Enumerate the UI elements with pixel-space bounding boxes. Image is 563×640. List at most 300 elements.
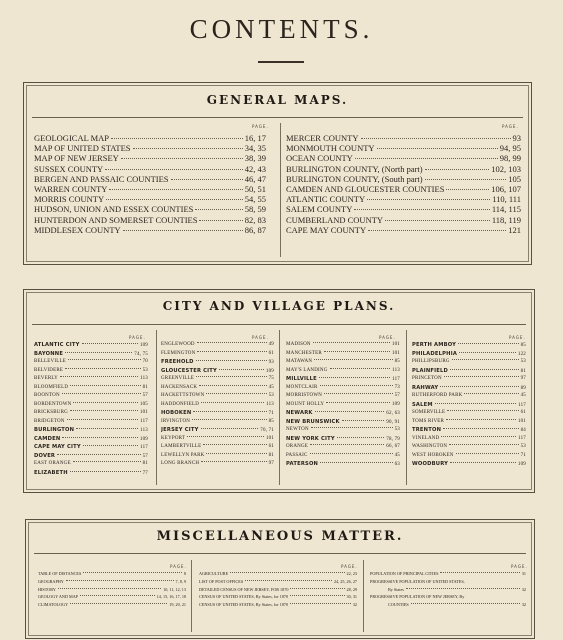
entry-page-number: 89 [520, 385, 526, 391]
contents-entry [34, 204, 266, 214]
leader-dots [199, 220, 242, 221]
contents-entry [34, 384, 148, 393]
entry-title: SOMERVILLE [412, 410, 446, 415]
contents-entry [412, 401, 526, 410]
contents-entry [34, 367, 148, 376]
contents-entry [34, 174, 266, 184]
entry-title: NEWARK [286, 410, 313, 416]
misc-divider-2 [363, 560, 364, 632]
entry-title: HUDSON, UNION AND ESSEX COUNTIES [34, 204, 194, 215]
contents-entry [286, 443, 400, 452]
leader-dots [452, 359, 519, 360]
leader-dots [83, 445, 138, 446]
entry-page-number: 93 [268, 360, 274, 365]
contents-entry [370, 601, 526, 609]
entry-title: MAP OF NEW JERSEY [34, 153, 119, 164]
entry-page-number: 94, 95 [499, 143, 521, 154]
general-maps-divider [280, 123, 281, 257]
entry-page-number: 16, 17 [244, 133, 266, 143]
leader-dots [76, 428, 138, 429]
contents-entry [161, 426, 274, 435]
entry-title: BURLINGTON COUNTY, (North part) [286, 163, 423, 174]
page-column-header: PAGE. [252, 124, 269, 129]
entry-page-number: 74, 75 [134, 351, 148, 357]
entry-page-number: 53 [142, 367, 148, 373]
leader-dots [459, 352, 516, 353]
contents-entry [161, 418, 274, 427]
leader-dots [330, 368, 391, 369]
city-plans-title: CITY AND VILLAGE PLANS. [162, 299, 396, 313]
entry-page-number: 113 [392, 367, 400, 373]
entry-page-number: 105 [508, 173, 521, 184]
leader-dots [450, 462, 516, 463]
leader-dots [444, 376, 519, 377]
leader-dots [446, 419, 516, 420]
entry-page-number: 81 [142, 461, 148, 466]
contents-entry [161, 350, 274, 359]
entry-title: VINELAND [412, 435, 440, 441]
entry-title: BELLEVILLE [34, 359, 66, 364]
entry-title: RAHWAY [412, 384, 439, 391]
leader-dots [70, 410, 138, 411]
entry-title: SALEM COUNTY [286, 204, 353, 215]
contents-entry [34, 443, 148, 452]
entry-page-number: 113 [140, 376, 148, 381]
leader-dots [70, 385, 140, 386]
entry-page-number: 85 [268, 418, 274, 424]
entry-title: SUSSEX COUNTY [34, 163, 104, 174]
contents-entry [286, 384, 400, 393]
entry-page-number: 101 [265, 435, 274, 441]
contents-entry [34, 469, 148, 478]
entry-title: TOMS RIVER [412, 418, 445, 424]
entry-title: MADISON [286, 342, 311, 347]
entry-page-number: 118, 119 [491, 214, 521, 225]
entry-page-number: 78, 79 [386, 436, 400, 442]
contents-entry [286, 358, 400, 367]
entry-title: ATLANTIC CITY [34, 342, 80, 348]
misc-rule [34, 553, 526, 554]
city-plans-box [23, 289, 535, 493]
contents-entry [199, 601, 357, 609]
leader-dots [111, 138, 243, 139]
leader-dots [105, 169, 243, 170]
leader-dots [411, 603, 520, 604]
contents-entry [34, 194, 266, 204]
leader-dots [354, 209, 490, 210]
misc-divider-1 [191, 560, 192, 632]
entry-page-number: 117 [518, 402, 526, 408]
leader-dots [82, 343, 138, 344]
city-plans-rule [32, 324, 526, 325]
contents-entry [161, 367, 274, 376]
contents-entry [286, 215, 521, 225]
entry-title: SALEM [412, 401, 433, 408]
contents-entry [161, 443, 274, 452]
entry-page-number: 97 [520, 376, 526, 381]
leader-dots [310, 453, 393, 454]
leader-dots [425, 179, 507, 180]
entry-title: PHILADELPHIA [412, 350, 458, 357]
entry-title: BURLINGTON COUNTY, (South part) [286, 173, 423, 184]
contents-entry [412, 435, 526, 444]
entry-page-number: 70 [142, 359, 148, 364]
contents-entry [286, 194, 521, 204]
contents-entry [412, 350, 526, 359]
entry-page-number: 121 [508, 224, 521, 235]
entry-title: KEYPORT [161, 435, 186, 441]
leader-dots [367, 199, 490, 200]
entry-title: PRINCETON [412, 376, 442, 381]
leader-dots [195, 209, 242, 210]
contents-entry [38, 601, 186, 609]
page-column-header: PAGE. [252, 335, 269, 340]
leader-dots [65, 352, 132, 353]
leader-dots [315, 411, 385, 412]
leader-dots [109, 189, 242, 190]
entry-page-number: 19, 20, 21 [169, 602, 186, 608]
contents-entry [286, 367, 400, 376]
contents-entry [34, 143, 266, 153]
contents-entry [412, 460, 526, 469]
leader-dots [314, 359, 392, 360]
entry-title: AGRICULTURE [199, 571, 229, 576]
entry-title: MORRIS COUNTY [34, 194, 105, 205]
leader-dots [464, 393, 518, 394]
entry-title: PERTH AMBOY [412, 342, 457, 348]
entry-page-number: 10, 11, 12, 13 [163, 586, 186, 592]
entry-page-number: 109 [265, 368, 274, 374]
contents-entry [286, 174, 521, 184]
entry-title: LEWELLYN PARK [161, 452, 205, 458]
entry-title: EAST ORANGE [34, 461, 71, 466]
contents-entry [34, 358, 148, 367]
contents-entry [34, 401, 148, 410]
entry-page-number: 31 [521, 571, 526, 576]
entry-page-number: 81 [142, 384, 148, 390]
entry-title: MILLVILLE [286, 376, 317, 382]
entry-title: MAP OF UNITED STATES [34, 143, 131, 154]
entry-page-number: 53 [520, 444, 526, 449]
entry-page-number: 93 [512, 133, 521, 143]
leader-dots [450, 369, 519, 370]
contents-entry [412, 358, 526, 367]
entry-page-number: 57 [142, 393, 148, 398]
entry-title: HACKETTSTOWN [161, 393, 205, 398]
contents-entry [34, 375, 148, 384]
entry-title: LAMBERTVILLE [161, 444, 202, 449]
leader-dots [121, 158, 243, 159]
entry-title: GEOLOGICAL MAP [34, 133, 110, 143]
entry-page-number: 71 [520, 452, 526, 458]
contents-entry [286, 452, 400, 461]
entry-title: POPULATION OF PRINCIPAL CITIES [370, 571, 439, 576]
entry-page-number: 24, 25, 26, 27 [333, 578, 357, 584]
leader-dots [66, 580, 174, 581]
entry-title: MOUNT HOLLY [286, 401, 325, 407]
general-maps-left-column [34, 133, 266, 235]
entry-page-number: 57 [394, 393, 400, 398]
leader-dots [70, 471, 141, 472]
entry-title: HUNTERDON AND SOMERSET COUNTIES [34, 214, 198, 225]
page-column-header: PAGE. [129, 335, 146, 340]
city-plans-column-4 [412, 341, 526, 469]
entry-page-number: 61 [520, 410, 526, 415]
entry-page-number: 54, 55 [244, 194, 266, 205]
entry-page-number: 63 [394, 462, 400, 467]
entry-page-number: 42, 43 [244, 163, 266, 174]
contents-entry [412, 392, 526, 401]
leader-dots [206, 393, 266, 394]
entry-title: BRIDGETON [34, 418, 65, 424]
leader-dots [73, 402, 137, 403]
entry-title: PROGRESSIVE POPULATION OF UNITED STATES, [370, 578, 465, 584]
leader-dots [83, 572, 182, 573]
leader-dots [319, 377, 390, 378]
entry-page-number: 46, 47 [244, 173, 266, 184]
entry-page-number: 77 [142, 470, 148, 476]
contents-entry [370, 593, 526, 601]
misc-column-2 [199, 570, 357, 609]
entry-page-number: 117 [140, 418, 148, 424]
entry-title: BERGEN AND PASSAIC COUNTIES [34, 173, 169, 184]
entry-title: HISTORY [38, 586, 56, 592]
leader-dots [290, 595, 344, 596]
contents-entry [161, 341, 274, 350]
entry-page-number: 117 [140, 445, 148, 450]
entry-page-number: 50, 51 [244, 183, 266, 194]
entry-title: COUNTIES [388, 602, 409, 608]
page-column-header: PAGE. [502, 124, 519, 129]
entry-title: MANCHESTER [286, 350, 322, 356]
entry-page-number: 109 [139, 343, 148, 348]
entry-title: PROGRESSIVE POPULATION OF NEW JERSEY, By [370, 594, 465, 600]
contents-entry [34, 133, 266, 143]
entry-page-number: 85 [394, 359, 400, 364]
entry-title: NEW BRUNSWICK [286, 418, 340, 425]
entry-title: BLOOMFIELD [34, 384, 69, 390]
entry-page-number: 32 [352, 602, 357, 608]
contents-entry [34, 452, 148, 461]
contents-entry [34, 418, 148, 427]
leader-dots [313, 342, 390, 343]
general-maps-box [23, 82, 532, 265]
leader-dots [73, 461, 141, 462]
leader-dots [187, 436, 264, 437]
leader-dots [290, 588, 344, 589]
page-column-header: PAGE. [509, 335, 526, 340]
contents-entry [286, 418, 400, 427]
leader-dots [192, 419, 267, 420]
contents-entry [38, 578, 186, 586]
leader-dots [57, 454, 140, 455]
entry-page-number: 101 [391, 350, 400, 356]
entry-page-number: 53 [394, 427, 400, 432]
entry-page-number: 45 [394, 452, 400, 458]
contents-entry [286, 350, 400, 359]
general-maps-title: GENERAL MAPS. [206, 93, 349, 107]
entry-page-number: 45 [520, 393, 526, 398]
leader-dots [320, 462, 392, 463]
entry-title: BEVERLY [34, 376, 58, 381]
leader-dots [197, 351, 266, 352]
entry-title: CAPE MAY COUNTY [286, 224, 367, 235]
leader-dots [310, 444, 384, 445]
entry-title: CENSUS OF UNITED STATES, By States, for 1870 [199, 602, 289, 608]
contents-entry [199, 578, 357, 586]
contents-entry [161, 435, 274, 444]
entry-title: BELVIDERE [34, 367, 64, 373]
leader-dots [62, 393, 141, 394]
contents-entry [286, 460, 400, 469]
misc-title: MISCELLANEOUS MATTER. [156, 529, 404, 544]
city-plans-divider-2 [279, 330, 280, 485]
entry-title: MAY'S LANDING [286, 367, 328, 373]
entry-title: ENGLEWOOD [161, 342, 195, 347]
entry-page-number: 110, 111 [492, 194, 521, 205]
page-column-header: PAGE. [170, 564, 187, 569]
contents-entry [34, 164, 266, 174]
leader-dots [355, 158, 498, 159]
entry-title: MERCER COUNTY [286, 133, 359, 143]
entry-page-number: 113 [266, 401, 274, 407]
entry-page-number: 109 [139, 436, 148, 442]
entry-page-number: 14, 15, 16, 17, 18 [156, 594, 186, 600]
entry-page-number: 38, 39 [244, 153, 266, 164]
leader-dots [425, 169, 490, 170]
page-column-header: PAGE. [341, 564, 358, 569]
leader-dots [458, 343, 518, 344]
entry-title: LIST OF POST OFFICES [199, 578, 244, 584]
entry-page-number: 34, 35 [244, 143, 266, 154]
contents-entry [34, 426, 148, 435]
contents-entry [286, 204, 521, 214]
general-maps-rule [32, 117, 523, 118]
entry-title: HADDONFIELD [161, 401, 200, 407]
entry-title: NEW YORK CITY [286, 435, 335, 442]
entry-title: PASSAIC [286, 452, 308, 458]
entry-title: RUTHERFORD PARK [412, 393, 463, 398]
general-maps-right-column [286, 133, 521, 235]
contents-entry [34, 341, 148, 350]
entry-title: CAPE MAY CITY [34, 444, 81, 450]
leader-dots [80, 595, 155, 596]
contents-entry [38, 586, 186, 594]
entry-title: GLOUCESTER CITY [161, 367, 218, 374]
contents-entry [412, 443, 526, 452]
entry-page-number: 106, 107 [491, 183, 521, 194]
contents-entry [161, 392, 274, 401]
leader-dots [342, 420, 385, 421]
entry-title: CAMDEN AND GLOUCESTER COUNTIES [286, 183, 445, 194]
entry-page-number: 98, 99 [499, 153, 521, 164]
leader-dots [320, 385, 393, 386]
entry-title: CLIMATOLOGY [38, 602, 69, 608]
leader-dots [58, 588, 161, 589]
leader-dots [456, 453, 519, 454]
contents-entry [286, 435, 400, 444]
entry-title: ELIZABETH [34, 469, 68, 476]
entry-page-number: 101 [391, 342, 400, 347]
entry-page-number: 82, 83 [244, 214, 266, 225]
entry-title: HOBOKEN [161, 410, 192, 416]
leader-dots [406, 588, 520, 589]
misc-column-1 [38, 570, 186, 609]
contents-entry [286, 164, 521, 174]
entry-page-number: 61 [268, 350, 274, 356]
entry-page-number: 62, 63 [386, 411, 400, 416]
entry-title: CENSUS OF UNITED STATES, By States, for 1870 [199, 594, 289, 600]
entry-title: PATERSON [286, 461, 319, 467]
leader-dots [368, 230, 506, 231]
entry-title: MATAWAN [286, 359, 313, 364]
entry-page-number: 102, 103 [491, 163, 521, 174]
leader-dots [201, 428, 259, 429]
page-title: CONTENTS. [189, 14, 374, 44]
entry-title: IRVINGTON [161, 418, 191, 424]
contents-entry [38, 593, 186, 601]
entry-page-number: 122 [517, 351, 526, 357]
leader-dots [65, 368, 140, 369]
leader-dots [441, 436, 516, 437]
misc-column-3 [370, 570, 526, 609]
entry-page-number: 101 [517, 418, 526, 424]
entry-page-number: 81 [268, 452, 274, 458]
entry-title: BRICKSBURG [34, 410, 68, 415]
entry-page-number: 30, 31 [346, 594, 357, 600]
contents-entry [370, 586, 526, 594]
entry-title: MIDDLESEX COUNTY [34, 224, 121, 235]
entry-title: BAYONNE [34, 350, 64, 357]
contents-entry [34, 392, 148, 401]
entry-title: WEST HOBOKEN [412, 452, 454, 458]
entry-page-number: 101 [139, 410, 148, 415]
leader-dots [446, 189, 489, 190]
leader-dots [443, 428, 518, 429]
leader-dots [106, 199, 243, 200]
contents-entry [412, 367, 526, 376]
entry-title: ORANGE [286, 444, 309, 449]
entry-title: GEOLOGY AND MAP [38, 594, 79, 600]
entry-title: BORDENTOWN [34, 401, 72, 407]
contents-entry [34, 409, 148, 418]
contents-entry [412, 418, 526, 427]
entry-title: FLEMINGTON [161, 350, 196, 356]
contents-entry [412, 375, 526, 384]
leader-dots [196, 376, 266, 377]
misc-box [25, 519, 535, 639]
contents-entry [286, 184, 521, 194]
leader-dots [206, 453, 266, 454]
leader-dots [361, 138, 511, 139]
entry-page-number: 66, 67 [386, 444, 400, 449]
contents-entry [412, 426, 526, 435]
contents-entry [286, 225, 521, 235]
contents-entry [412, 341, 526, 350]
contents-entry [199, 570, 357, 578]
entry-page-number: 57 [142, 453, 148, 459]
leader-dots [67, 419, 138, 420]
entry-page-number: 117 [392, 377, 400, 382]
entry-page-number: 81 [520, 368, 526, 374]
entry-page-number: 75 [268, 376, 274, 381]
entry-title: ATLANTIC COUNTY [286, 194, 366, 205]
contents-entry [34, 435, 148, 444]
city-plans-column-3 [286, 341, 400, 469]
contents-entry [370, 570, 526, 578]
contents-entry [34, 184, 266, 194]
leader-dots [123, 230, 243, 231]
